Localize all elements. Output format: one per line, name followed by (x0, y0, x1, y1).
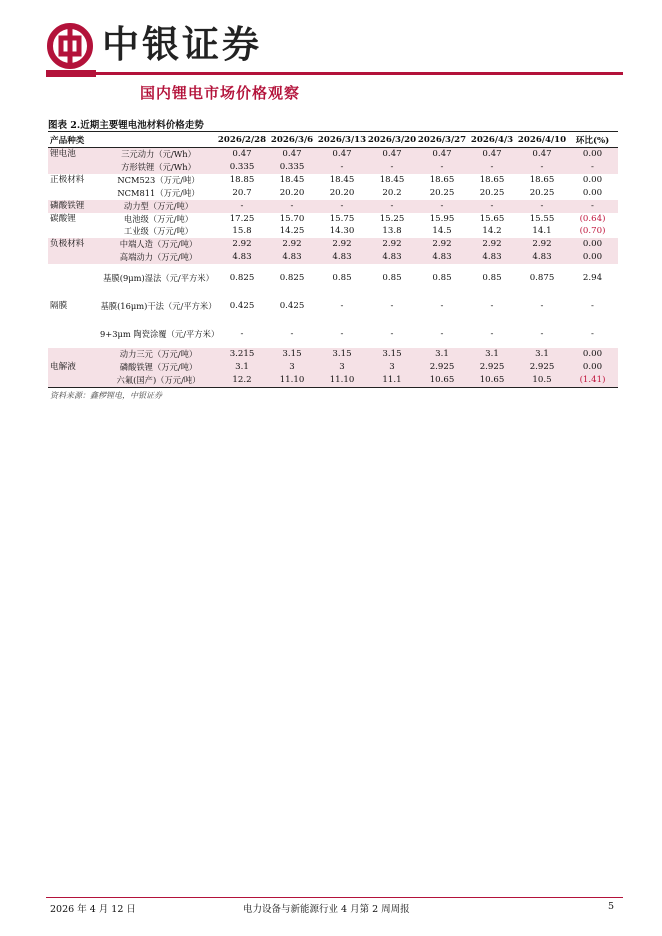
row-price-value: 4.83 (217, 251, 267, 264)
price-table-container (48, 131, 618, 388)
row-price-value: 12.2 (217, 374, 267, 387)
row-price-value: - (317, 161, 367, 174)
row-price-value: 14.25 (279, 226, 305, 237)
row-price-value: 0.335 (267, 161, 317, 174)
row-item-label: 六氟(国产)（万元/吨） (100, 374, 217, 387)
row-price-value: 4.83 (517, 251, 567, 264)
row-change-value: 0.00 (582, 174, 603, 185)
row-price-value: 4.83 (467, 251, 517, 264)
row-price-value: 11.1 (367, 374, 417, 387)
row-price-value: 4.83 (367, 251, 417, 264)
row-change-value: (0.64) (579, 213, 606, 224)
row-price-value: 2.92 (317, 238, 367, 251)
col-header-date: 2026/4/10 (517, 132, 567, 148)
row-change-value: 0.00 (567, 251, 618, 264)
table-row (48, 238, 618, 251)
row-change-value: 0.00 (582, 187, 603, 198)
col-header-date: 2026/3/27 (417, 132, 467, 148)
row-price-value: 0.47 (367, 148, 417, 161)
footer-divider (46, 897, 623, 898)
table-row (48, 213, 618, 226)
col-header-date: 2026/2/28 (217, 132, 267, 148)
col-header-change: 环比(%) (567, 132, 618, 148)
row-price-value: 3.1 (517, 348, 567, 361)
row-price-value: 2.92 (467, 238, 517, 251)
row-price-value: - (440, 328, 444, 339)
row-category: 碳酸锂 (50, 213, 76, 224)
table-row (48, 292, 618, 320)
footer-date: 2026 年 4 月 12 日 (50, 904, 136, 915)
row-price-value: 3.215 (217, 348, 267, 361)
row-price-value: - (440, 300, 444, 311)
row-price-value: - (517, 200, 567, 213)
source-note: 资料来源：鑫椤锂电，中银证券 (50, 391, 162, 400)
row-price-value: 11.10 (317, 374, 367, 387)
row-change-value: - (591, 328, 594, 339)
row-price-value: 3.15 (367, 348, 417, 361)
row-price-value: 0.425 (229, 300, 255, 311)
table-row (48, 174, 618, 187)
row-change-value: (0.70) (579, 226, 606, 237)
row-price-value: 20.20 (279, 187, 305, 198)
row-price-value: - (490, 300, 494, 311)
row-price-value: 14.1 (532, 226, 552, 237)
row-price-value: 15.75 (329, 213, 355, 224)
row-change-value: - (567, 161, 618, 174)
page-number: 5 (608, 901, 615, 912)
table-row (48, 161, 618, 174)
row-price-value: - (467, 200, 517, 213)
row-price-value: 18.85 (229, 174, 255, 185)
row-item-label: 动力型（万元/吨） (100, 200, 217, 213)
row-category: 锂电池 (48, 148, 100, 161)
row-change-value: 0.00 (567, 238, 618, 251)
row-price-value: 0.47 (217, 148, 267, 161)
row-item-label: 电池级（万元/吨） (123, 213, 194, 224)
row-item-label: 工业级（万元/吨） (123, 226, 194, 237)
row-price-value: - (517, 161, 567, 174)
row-price-value: 4.83 (317, 251, 367, 264)
row-price-value: - (540, 300, 544, 311)
row-item-label: 磷酸铁锂（万元/吨） (100, 361, 217, 374)
row-price-value: 3 (267, 361, 317, 374)
row-price-value: 2.92 (417, 238, 467, 251)
row-price-value: 18.65 (479, 174, 505, 185)
footer-report-title: 电力设备与新能源行业 4 月第 2 周周报 (243, 904, 410, 915)
row-category (48, 225, 100, 238)
row-price-value: 0.47 (417, 148, 467, 161)
row-price-value: 0.47 (467, 148, 517, 161)
row-price-value: 0.85 (482, 272, 502, 283)
row-price-value: 0.335 (217, 161, 267, 174)
row-price-value: 0.47 (517, 148, 567, 161)
row-price-value: 2.925 (467, 361, 517, 374)
table-row (48, 361, 618, 374)
table-header-row (48, 132, 618, 148)
row-price-value: 0.875 (529, 272, 555, 283)
row-price-value: 2.92 (217, 238, 267, 251)
row-item-label: NCM811（万元/吨） (117, 187, 200, 198)
row-price-value: 20.25 (429, 187, 455, 198)
row-item-label: 方形铁锂（元/Wh） (100, 161, 217, 174)
table-row (48, 374, 618, 387)
row-price-value: 4.83 (417, 251, 467, 264)
row-change-value: - (567, 200, 618, 213)
table-row (48, 225, 618, 238)
row-category: 正极材料 (50, 174, 85, 185)
row-category: 负极材料 (48, 238, 100, 251)
col-header-item (100, 132, 217, 148)
row-price-value: 0.47 (267, 148, 317, 161)
company-logo (46, 22, 316, 74)
row-price-value: 3.15 (267, 348, 317, 361)
row-price-value: 20.20 (329, 187, 355, 198)
row-price-value: - (317, 200, 367, 213)
row-price-value: 15.70 (279, 213, 305, 224)
row-category (48, 161, 100, 174)
table-row (48, 251, 618, 264)
row-price-value: 0.425 (279, 300, 305, 311)
row-price-value: - (540, 328, 544, 339)
row-price-value: 10.65 (417, 374, 467, 387)
table-row (48, 187, 618, 200)
table-row (48, 200, 618, 213)
boc-logo-icon (46, 22, 94, 70)
row-price-value: 2.92 (267, 238, 317, 251)
row-price-value: 18.45 (379, 174, 405, 185)
row-change-value: 0.00 (567, 148, 618, 161)
row-price-value: 2.92 (517, 238, 567, 251)
row-category: 电解液 (48, 361, 100, 374)
row-price-value: 15.25 (379, 213, 405, 224)
row-price-value: - (240, 328, 244, 339)
row-price-value: 14.5 (432, 226, 452, 237)
header-divider-accent (46, 70, 96, 77)
row-price-value: 10.5 (517, 374, 567, 387)
row-price-value: 15.95 (429, 213, 455, 224)
row-change-value: 0.00 (567, 348, 618, 361)
row-category (48, 320, 100, 348)
row-price-value: 13.8 (382, 226, 402, 237)
row-price-value: 4.83 (267, 251, 317, 264)
row-price-value: - (390, 300, 394, 311)
figure-title: 图表 2.近期主要锂电池材料价格走势 (48, 120, 204, 131)
row-price-value: 3.1 (417, 348, 467, 361)
row-price-value: 18.45 (279, 174, 305, 185)
row-item-label: 基膜(16μm)干法（元/平方米） (100, 301, 217, 312)
row-item-label: 三元动力（元/Wh） (100, 148, 217, 161)
row-category (48, 348, 100, 361)
row-price-value: 15.65 (479, 213, 505, 224)
row-price-value: 20.25 (479, 187, 505, 198)
row-price-value: 0.85 (382, 272, 402, 283)
row-price-value: 3.15 (317, 348, 367, 361)
row-price-value: 18.65 (429, 174, 455, 185)
row-price-value: - (290, 328, 294, 339)
table-row (48, 148, 618, 161)
row-price-value: - (217, 200, 267, 213)
row-category (48, 264, 100, 292)
row-price-value: 3 (317, 361, 367, 374)
row-category (48, 251, 100, 264)
row-price-value: - (467, 161, 517, 174)
row-category (48, 374, 100, 387)
row-price-value: - (267, 200, 317, 213)
col-header-date: 2026/3/13 (317, 132, 367, 148)
row-category: 隔膜 (50, 300, 68, 311)
row-price-value: - (340, 300, 344, 311)
row-change-value: - (591, 300, 594, 311)
row-price-value: 14.30 (329, 226, 355, 237)
row-category: 磷酸铁锂 (48, 200, 100, 213)
row-price-value: 3.1 (217, 361, 267, 374)
brand-name: 中银证券 (102, 23, 262, 66)
row-change-value: (1.41) (567, 374, 618, 387)
row-price-value: - (417, 200, 467, 213)
table-row (48, 320, 618, 348)
row-price-value: 14.2 (482, 226, 502, 237)
row-item-label: 基膜(9μm)湿法（元/平方米） (103, 273, 214, 284)
row-price-value: 17.25 (229, 213, 255, 224)
row-price-value: - (490, 328, 494, 339)
row-price-value: 2.925 (417, 361, 467, 374)
table-row (48, 348, 618, 361)
section-title: 国内锂电市场价格观察 (140, 84, 301, 102)
row-price-value: 0.85 (432, 272, 452, 283)
row-price-value: 18.45 (329, 174, 355, 185)
row-price-value: 18.65 (529, 174, 555, 185)
row-price-value: - (417, 161, 467, 174)
col-header-date: 2026/3/20 (367, 132, 417, 148)
col-header-category: 产品种类 (48, 132, 100, 148)
row-item-label: 高端动力（万元/吨） (100, 251, 217, 264)
row-item-label: NCM523（万元/吨） (117, 174, 200, 185)
row-price-value: 2.925 (517, 361, 567, 374)
row-price-value: - (367, 161, 417, 174)
row-change-value: 2.94 (582, 272, 603, 283)
row-category (48, 187, 100, 200)
col-header-date: 2026/3/6 (267, 132, 317, 148)
row-price-value: - (367, 200, 417, 213)
row-item-label: 中端人造（万元/吨） (100, 238, 217, 251)
price-table (48, 131, 618, 388)
row-price-value: 10.65 (467, 374, 517, 387)
row-item-label: 9+3μm 陶瓷涂覆（元/平方米） (100, 329, 220, 340)
row-price-value: 15.55 (529, 213, 555, 224)
row-price-value: 0.85 (332, 272, 352, 283)
row-price-value: 15.8 (232, 226, 252, 237)
row-price-value: 3.1 (467, 348, 517, 361)
row-price-value: 0.825 (229, 272, 255, 283)
row-price-value: - (390, 328, 394, 339)
col-header-date: 2026/4/3 (467, 132, 517, 148)
row-change-value: 0.00 (567, 361, 618, 374)
row-price-value: 3 (367, 361, 417, 374)
row-item-label: 动力三元（万元/吨） (100, 348, 217, 361)
row-price-value: 0.47 (317, 148, 367, 161)
row-price-value: 11.10 (267, 374, 317, 387)
row-price-value: 20.25 (529, 187, 555, 198)
row-price-value: 2.92 (367, 238, 417, 251)
header-divider (46, 72, 623, 75)
table-row (48, 264, 618, 292)
row-price-value: 20.7 (232, 187, 252, 198)
row-price-value: 20.2 (382, 187, 402, 198)
row-price-value: 0.825 (279, 272, 305, 283)
row-price-value: - (340, 328, 344, 339)
